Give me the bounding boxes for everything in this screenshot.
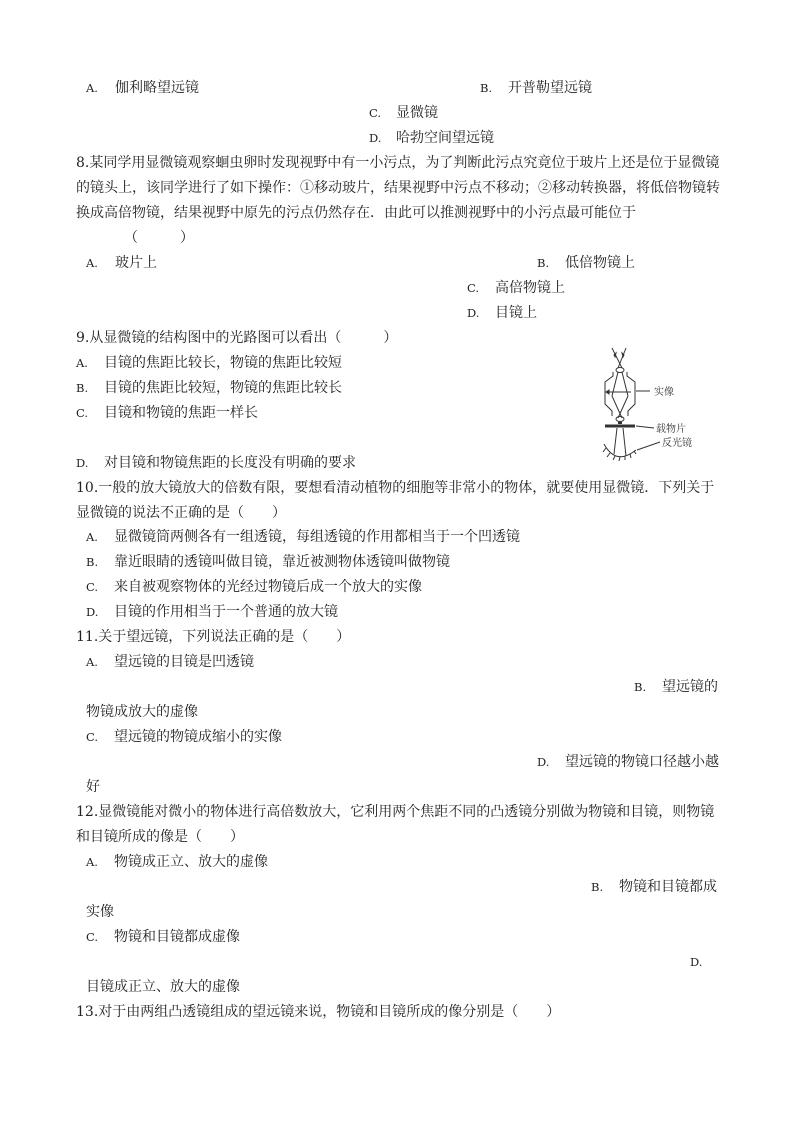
q10-option-c-letter: C.: [86, 580, 99, 594]
q11-stem: 11.关于望远镜，下列说法正确的是（ ）: [76, 629, 351, 645]
q8-option-a-letter: A.: [86, 256, 98, 270]
q8-stem-line-2: 的镜头上，该同学进行了如下操作：①移动玻片，结果视野中污点不移动；②移动转换器，将低倍物镜转: [76, 180, 720, 196]
q9-stem: 9.从显微镜的结构图中的光路图可以看出（ ）: [76, 330, 398, 346]
q11-option-d-continuation: 好: [86, 779, 100, 795]
q11-option-b-continuation: 物镜成放大的虚像: [86, 704, 198, 720]
q8-stem-line-1: 8.某同学用显微镜观察蛔虫卵时发现视野中有一小污点，为了判断此污点究竟位于玻片上还是位于显微镜: [76, 155, 720, 171]
q9-option-c-text: 目镜和物镜的焦距一样长: [104, 405, 258, 421]
q10-option-d-letter: D.: [86, 605, 99, 619]
q10-option-c-text: 来自被观察物体的光经过物镜后成一个放大的实像: [114, 579, 422, 595]
q8-option-c-letter: C.: [467, 281, 480, 295]
q9-option-a-text: 目镜的焦距比较长，物镜的焦距比较短: [104, 355, 342, 371]
q12-option-b-letter: B.: [591, 880, 604, 894]
q10-option-b-text: 靠近眼睛的透镜叫做目镜，靠近被测物体透镜叫做物镜: [114, 554, 450, 570]
q10-option-a-text: 显微镜筒两侧各有一组透镜，每组透镜的作用都相当于一个凹透镜: [114, 529, 520, 545]
q9-option-a-letter: A.: [76, 356, 88, 370]
q7-option-a-letter: A.: [86, 81, 98, 95]
q11-option-a-text: 望远镜的目镜是凹透镜: [114, 654, 254, 670]
q11-option-d-text: 望远镜的物镜口径越小越: [565, 754, 719, 770]
q8-option-c-text: 高倍物镜上: [495, 280, 565, 296]
q7-option-d-letter: D.: [369, 131, 382, 145]
q8-option-a-text: 玻片上: [115, 255, 157, 271]
q12-option-d-letter: D.: [690, 955, 703, 969]
q10-stem-line-1: 10.一般的放大镜放大的倍数有限，要想看清动植物的细胞等非常小的物体，就要使用显微镜．下列关于: [76, 480, 715, 496]
q12-stem-line-1: 12.显微镜能对微小的物体进行高倍数放大，它利用两个焦距不同的凸透镜分别做为物镜和目镜，则物镜: [76, 804, 715, 820]
q11-option-c-letter: C.: [86, 730, 99, 744]
figure-label-real-image: 实像: [654, 387, 674, 398]
q10-stem-line-2: 显微镜的说法不正确的是（ ）: [76, 505, 286, 521]
q10-option-d-text: 目镜的作用相当于一个普通的放大镜: [114, 604, 338, 620]
q11-option-b-letter: B.: [634, 680, 647, 694]
figure-label-mirror: 反光镜: [662, 438, 692, 449]
q9-option-d-text: 对目镜和物镜焦距的长度没有明确的要求: [104, 455, 356, 471]
q12-option-b-text: 物镜和目镜都成: [619, 879, 717, 895]
q12-option-c-text: 物镜和目镜都成虚像: [114, 929, 240, 945]
q11-option-b-text: 望远镜的: [662, 679, 718, 695]
q9-option-b-text: 目镜的焦距比较短，物镜的焦距比较长: [104, 380, 342, 396]
q11-option-c-text: 望远镜的物镜成缩小的实像: [114, 729, 282, 745]
q9-option-b-letter: B.: [76, 381, 89, 395]
q7-option-b-letter: B.: [480, 81, 493, 95]
q7-option-b-text: 开普勒望远镜: [508, 80, 592, 96]
microscope-light-path-figure: [596, 346, 720, 474]
q12-stem-line-2: 和目镜所成的像是（ ）: [76, 829, 244, 845]
q8-option-d-text: 目镜上: [495, 305, 537, 321]
q7-option-c-text: 显微镜: [396, 105, 438, 121]
q10-option-a-letter: A.: [86, 530, 98, 544]
q8-stem-line-3: 换成高倍物镜，结果视野中原先的污点仍然存在．由此可以推测视野中的小污点最可能位于: [76, 205, 636, 221]
q12-option-a-letter: A.: [86, 855, 98, 869]
q12-option-b-continuation: 实像: [86, 904, 114, 920]
q12-option-c-letter: C.: [86, 930, 99, 944]
q9-option-d-letter: D.: [76, 456, 89, 470]
q8-option-b-letter: B.: [537, 256, 550, 270]
q9-option-c-letter: C.: [76, 406, 89, 420]
q7-option-d-text: 哈勃空间望远镜: [396, 130, 494, 146]
figure-label-slide: 载物片: [656, 424, 686, 435]
q11-option-a-letter: A.: [86, 655, 98, 669]
q8-option-d-letter: D.: [467, 306, 480, 320]
q10-option-b-letter: B.: [86, 555, 99, 569]
q11-option-d-letter: D.: [537, 755, 550, 769]
q7-option-a-text: 伽利略望远镜: [115, 80, 199, 96]
q8-option-b-text: 低倍物镜上: [565, 255, 635, 271]
q12-option-d-continuation: 目镜成正立、放大的虚像: [86, 979, 240, 995]
q8-answer-blank: （ ）: [124, 230, 194, 246]
q7-option-c-letter: C.: [369, 106, 382, 120]
q13-stem: 13.对于由两组凸透镜组成的望远镜来说，物镜和目镜所成的像分别是（ ）: [76, 1004, 561, 1020]
q12-option-a-text: 物镜成正立、放大的虚像: [114, 854, 268, 870]
